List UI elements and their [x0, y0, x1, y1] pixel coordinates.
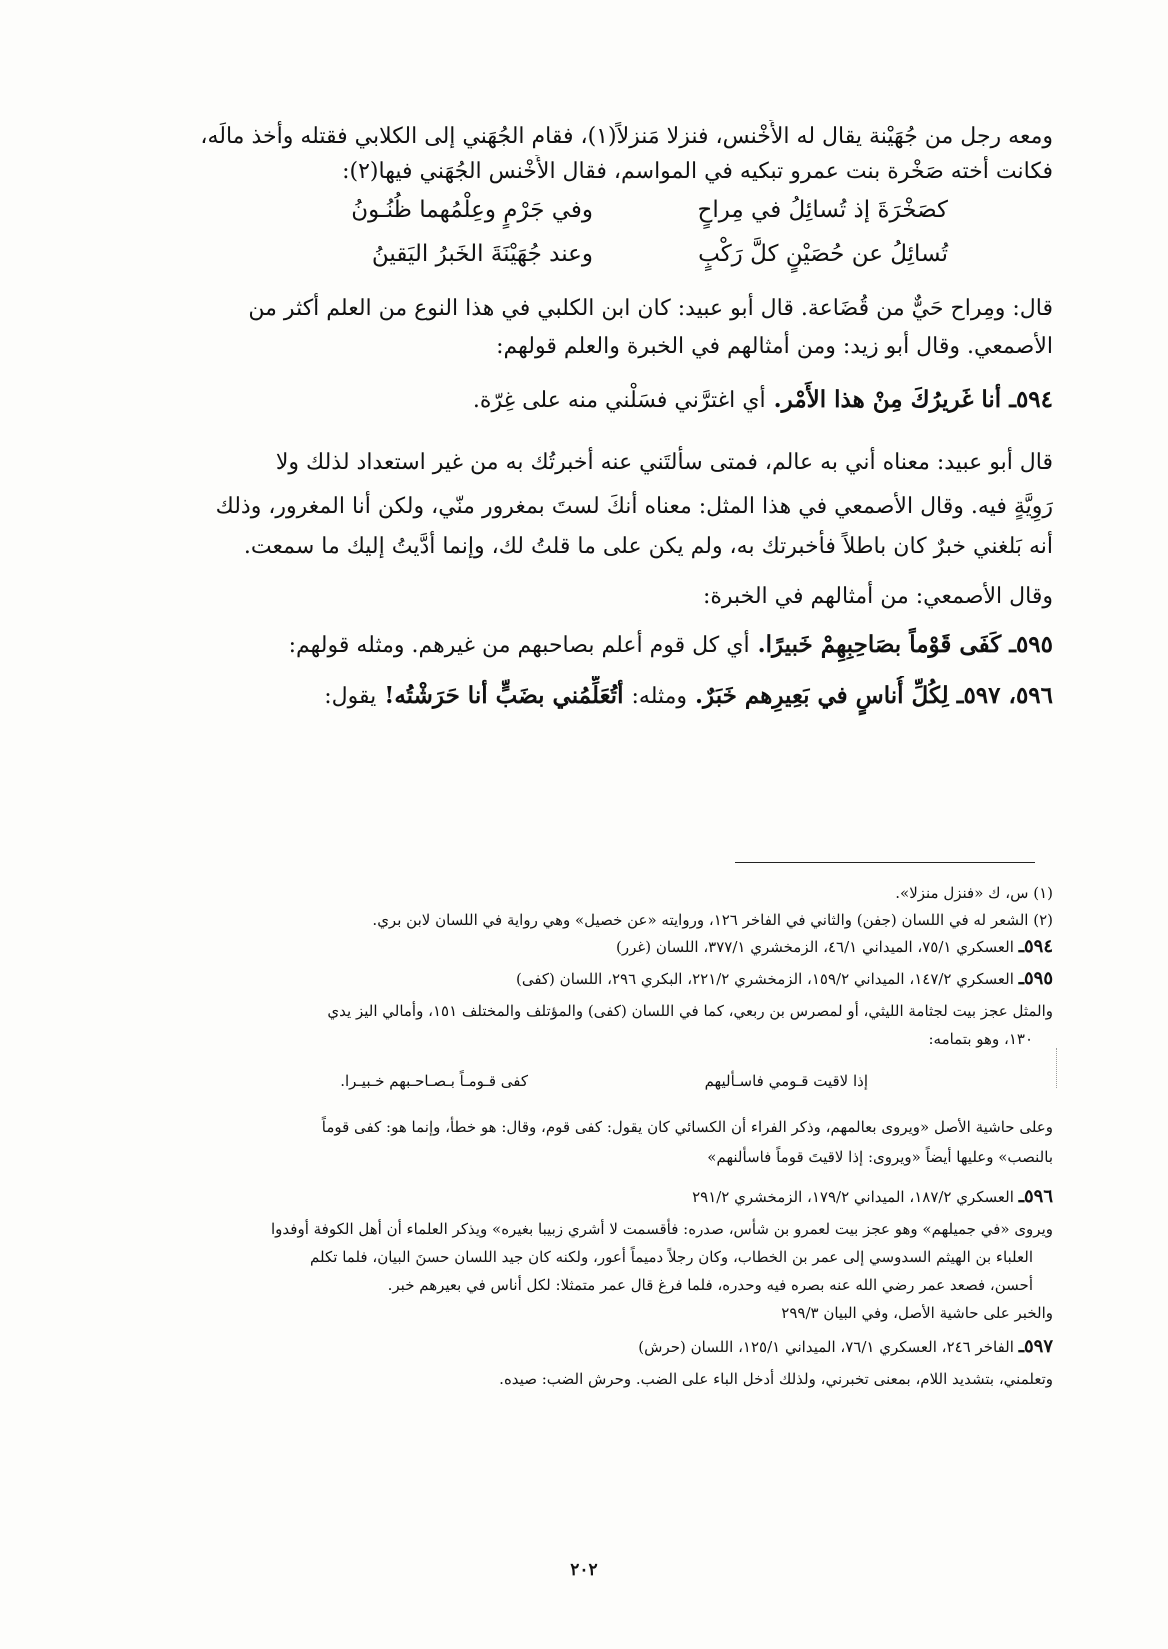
verse-2-first-hemistich: تُسائِلُ عن حُصَيْنٍ كلَّ رَكْبٍ	[698, 241, 948, 267]
intro-line-2: فكانت أخته صَخْرة بنت عمرو تبكيه في المواسم، فقال الأَخْنس الجُهَني فيها(٢):	[342, 159, 1053, 184]
proverb-596-597	[113, 676, 1053, 717]
note-596-line-d: والخبر على حاشية الأصل، وفي البيان ٢٩٩/٣	[781, 1304, 1053, 1322]
note-595-verse-first: إذا لاقيت قـومي فاسـأليهم	[704, 1072, 868, 1090]
para2-line-3: أنه بَلغني خبرٌ كان باطلاً فأخبرتك به، ولم يكن على ما قلتُ لك، وإنما أدَّيتُ إليك ما سمعت.	[243, 534, 1053, 559]
proverb-597-gloss: يقول:	[324, 684, 377, 709]
proverb-596-text: لِكُلِّ أُناسٍ في بَعِيرِهم خَبَرٌ.	[695, 682, 949, 709]
intro-line-1: ومعه رجل من جُهَيْنة يقال له الأَخْنس، فنزلا مَنزلاً(١)، فقام الجُهَني إلى الكلابي فقتله وأخذ مالَه،	[200, 124, 1053, 149]
verse-1-first-hemistich: كصَخْرَةَ إذ تُسائِلُ في مِراحٍ	[697, 197, 948, 223]
footnote-1: (١) س، ك «فنزل منزلا».	[895, 884, 1053, 902]
proverb-594-text: أنا غَريرُكَ مِنْ هذا الأَمْر.	[773, 386, 1002, 413]
footnote-2: (٢) الشعر له في اللسان (جفن) والثاني في الفاخر ١٢٦، وروايته «عن خصيل» وهي رواية في اللسان لابن بري.	[372, 911, 1053, 929]
note-595-line-b: ١٣٠، وهو بتمامه:	[928, 1030, 1033, 1048]
note-596	[93, 1184, 1053, 1210]
note-595-line-a: والمثل عجز بيت لجثامة الليثي، أو لمصرس بن ربعي، كما في اللسان (كفى) والمؤتلف والمختلف ١٥١، وأمالي اليز يدي	[327, 1002, 1053, 1020]
proverb-596-number: ٥٩٦، ٥٩٧ـ	[956, 682, 1053, 709]
note-595-text: العسكري ١٤٧/٢، الميداني ١٥٩/٢، الزمخشري ٢٢١/٢، البكري ٢٩٦، اللسان (كفى)	[515, 970, 1014, 988]
note-594-text: العسكري ٧٥/١، الميداني ٤٦/١، الزمخشري ٣٧٧/١، اللسان (غرر)	[616, 938, 1014, 956]
note-596-line-a: ويروى «في جميلهم» وهو عجز بيت لعمرو بن شأس، صدره: فأقسمت لا أشري زبيبا بغيره» ويذكر العلماء أن أهل الكوفة أوفدوا	[271, 1220, 1053, 1238]
footnote-separator	[735, 862, 1035, 863]
verse-2-second-hemistich: وعند جُهَيْنَةَ الخَبرُ اليَقينُ	[371, 241, 593, 267]
para2-line-1: قال أبو عبيد: معناه أني به عالم، فمتى سألتَني عنه أخبرتُك به من غير استعداد لذلك ولا	[275, 450, 1053, 475]
page-number: ٢٠٢	[570, 1560, 598, 1580]
note-596-text: العسكري ١٨٧/٢، الميداني ١٧٩/٢، الزمخشري ٢٩١/٢	[692, 1188, 1014, 1206]
note-595-verse-second: كفى قـومـاً بـصـاحـبهم خـبيـرا.	[340, 1072, 528, 1090]
proverb-594-gloss: أي اغترَّني فسَلْني منه على غِرّة.	[472, 388, 766, 413]
note-597-line-a: وتعلمني، بتشديد اللام، بمعنى تخبرني، ولذلك أدخل الباء على الضب. وحرش الضب: صيده.	[499, 1370, 1053, 1388]
note-596-line-c: أحسن، فصعد عمر رضي الله عنه بصره فيه وحدره، فلما فرغ قال عمر متمثلا: لكل أناس في بعيرهم خبر.	[387, 1276, 1033, 1294]
proverb-594-number: ٥٩٤ـ	[1009, 386, 1053, 413]
note-596-number: ٥٩٦ـ	[1018, 1186, 1053, 1207]
note-595-line-c: وعلى حاشية الأصل «ويروى بعالمهم، وذكر الفراء أن الكسائي كان يقول: كفى قوم، وقال: هو خطأ، وإنما هو: كفى قوماً	[321, 1118, 1053, 1136]
note-597-text: الفاخر ٢٤٦، العسكري ٧٦/١، الميداني ١٢٥/١، اللسان (حرش)	[638, 1338, 1014, 1356]
verse-1-second-hemistich: وفي جَرْمٍ وعِلْمُهما ظُنُـونُ	[351, 197, 593, 223]
proverb-595-number: ٥٩٥ـ	[1009, 631, 1053, 658]
note-594	[93, 934, 1053, 960]
proverb-594	[113, 380, 1053, 421]
para1-line-1: قال: ومِراح حَيٌّ من قُضَاعة. قال أبو عبيد: كان ابن الكلبي في هذا النوع من العلم أكثر من	[248, 296, 1053, 321]
note-594-number: ٥٩٤ـ	[1018, 936, 1053, 957]
note-597	[93, 1334, 1053, 1360]
proverb-595-text: كَفَى قَوْماً بصَاحِبِهِمْ خَبيرًا.	[757, 631, 1002, 658]
note-595-line-d: بالنصب» وعليها أيضاً «ويروى: إذا لاقيتَ قوماً فاسألنهم»	[707, 1148, 1053, 1166]
proverb-597-text: أتُعَلِّمُني بضَبٍّ أنا حَرَشْتُه!	[384, 682, 624, 709]
note-595	[93, 966, 1053, 992]
proverb-596-connector: ومثله:	[631, 684, 688, 709]
proverb-595	[113, 625, 1053, 666]
note-597-number: ٥٩٧ـ	[1018, 1336, 1053, 1357]
note-596-line-b: العلباء بن الهيثم السدوسي إلى عمر بن الخطاب، وكان رجلاً دميماً أعور، ولكنه كان جيد اللسان حسنَ البيان، فلما تكلم	[310, 1248, 1033, 1266]
margin-mark	[1056, 1048, 1058, 1088]
para1-line-2: الأصمعي. وقال أبو زيد: ومن أمثالهم في الخبرة والعلم قولهم:	[496, 334, 1053, 359]
para3: وقال الأصمعي: من أمثالهم في الخبرة:	[702, 584, 1053, 609]
proverb-595-gloss: أي كل قوم أعلم بصاحبهم من غيرهم. ومثله قولهم:	[288, 633, 750, 658]
para2-line-2: رَوِيَّةٍ فيه. وقال الأصمعي في هذا المثل: معناه أنكَ لستَ بمغرور منّي، ولكن أنا المغرور، وذلك	[215, 494, 1053, 519]
note-595-number: ٥٩٥ـ	[1018, 968, 1053, 989]
